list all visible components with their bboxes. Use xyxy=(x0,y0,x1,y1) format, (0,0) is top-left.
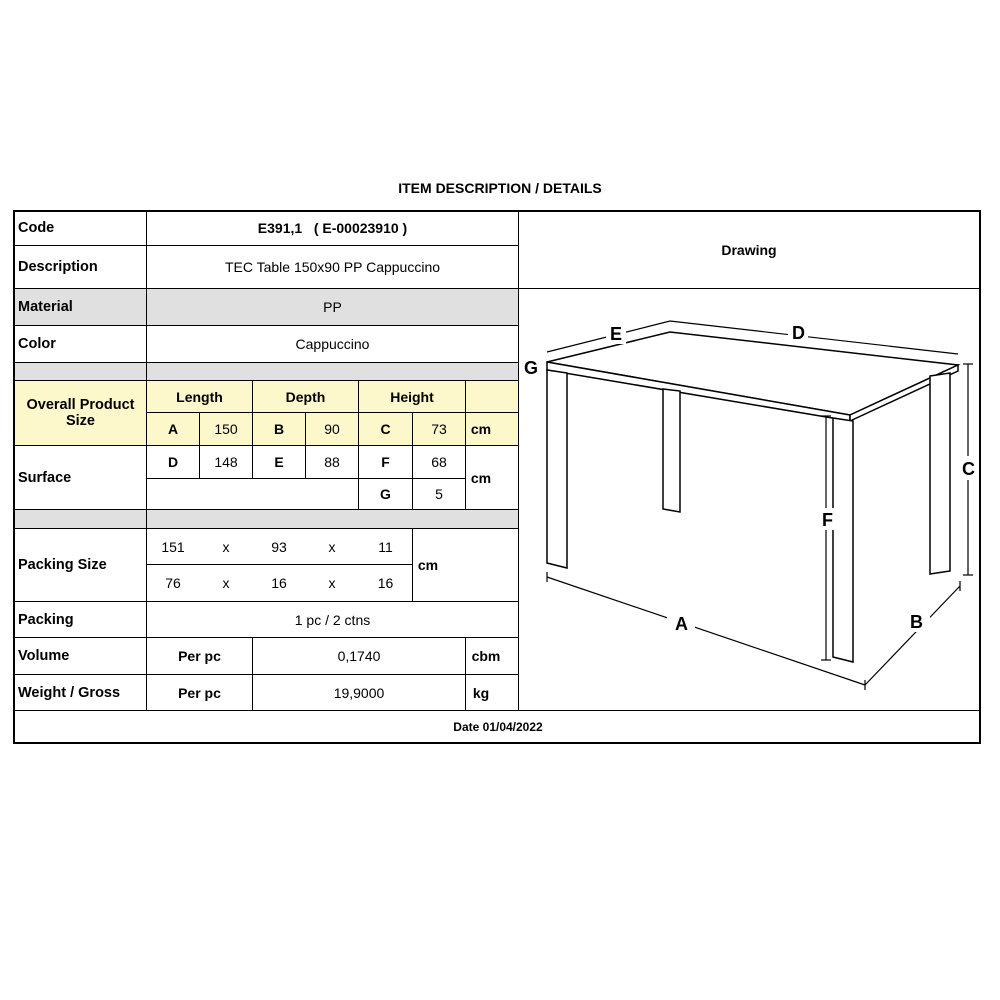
weight-per: Per pc xyxy=(178,684,221,701)
material-value: PP xyxy=(323,299,342,315)
weight-label: Weight / Gross xyxy=(18,684,121,701)
packing-size-r2-x2: x xyxy=(328,575,336,591)
drawing-letter-a: A xyxy=(675,614,688,634)
packing-size-r1-c3: 11 xyxy=(378,538,393,555)
packing-value: 1 pc / 2 ctns xyxy=(294,611,371,628)
code-label: Code xyxy=(18,220,55,236)
drawing-letter-g: G xyxy=(524,358,539,378)
leg-front-right xyxy=(833,418,853,662)
dim-letter-d: D xyxy=(167,454,179,470)
code-value: E391,1 ( E-00023910 ) xyxy=(257,220,408,236)
spacer-row xyxy=(15,363,518,380)
packing-size-unit: cm xyxy=(417,557,439,573)
dim-value-f: 68 xyxy=(431,454,447,470)
dim-letter-f: F xyxy=(381,454,390,470)
drawing-letter-c: C xyxy=(962,459,975,479)
volume-unit: cbm xyxy=(471,648,501,664)
volume-value: 0,1740 xyxy=(337,648,381,664)
packing-size-r2-x1: x xyxy=(222,575,230,591)
dim-letter-a: A xyxy=(167,421,179,437)
dim-letter-c: C xyxy=(380,421,391,437)
leg-back-right xyxy=(930,373,950,574)
leg-front-left xyxy=(547,370,567,568)
drawing-letter-f: F xyxy=(822,510,833,530)
packing-size-r1-c2: 93 xyxy=(271,538,287,555)
dim-value-g: 5 xyxy=(435,486,443,502)
packing-size-r1-x2: x xyxy=(328,538,336,555)
packing-size-r2-c2: 16 xyxy=(271,575,287,591)
dim-value-e: 88 xyxy=(324,454,340,470)
dim-value-a: 150 xyxy=(214,421,238,437)
volume-label: Volume xyxy=(18,648,70,664)
depth-header: Depth xyxy=(285,388,326,405)
color-label: Color xyxy=(18,336,56,352)
overall-unit: cm xyxy=(470,421,492,437)
dim-letter-g: G xyxy=(380,486,391,502)
packing-size-label: Packing Size xyxy=(18,557,107,573)
dim-value-c: 73 xyxy=(431,421,447,437)
packing-size-r2-c1: 76 xyxy=(165,575,181,591)
drawing-letter-b: B xyxy=(910,612,923,632)
table-drawing xyxy=(520,290,980,710)
description-label: Description xyxy=(18,259,98,275)
packing-size-r1-x1: x xyxy=(222,538,230,555)
packing-size-r2-c3: 16 xyxy=(377,575,394,591)
surface-unit: cm xyxy=(470,469,492,486)
dim-value-d: 148 xyxy=(214,454,238,470)
surface-label: Surface xyxy=(18,469,72,486)
dim-value-b: 90 xyxy=(324,421,340,437)
spacer-row xyxy=(15,510,518,528)
dim-letter-e: E xyxy=(274,454,284,470)
document-title: ITEM DESCRIPTION / DETAILS xyxy=(398,180,602,196)
height-header: Height xyxy=(390,388,434,405)
packing-label: Packing xyxy=(18,611,74,628)
volume-per: Per pc xyxy=(178,648,221,664)
drawing-label: Drawing xyxy=(721,241,777,258)
packing-size-r1-c1: 151 xyxy=(161,538,185,555)
description-value: TEC Table 150x90 PP Cappuccino xyxy=(224,259,441,275)
color-value: Cappuccino xyxy=(295,336,370,352)
leg-back-left xyxy=(663,389,680,512)
weight-unit: kg xyxy=(472,684,490,701)
material-label: Material xyxy=(18,299,73,315)
drawing-letter-d: D xyxy=(792,323,805,343)
overall-size-label: Overall Product Size xyxy=(26,397,135,429)
length-header: Length xyxy=(176,388,223,405)
weight-value: 19,9000 xyxy=(333,684,385,701)
dim-letter-b: B xyxy=(273,421,285,437)
drawing-letter-e: E xyxy=(610,324,623,344)
date-footer: Date 01/04/2022 xyxy=(453,719,543,734)
